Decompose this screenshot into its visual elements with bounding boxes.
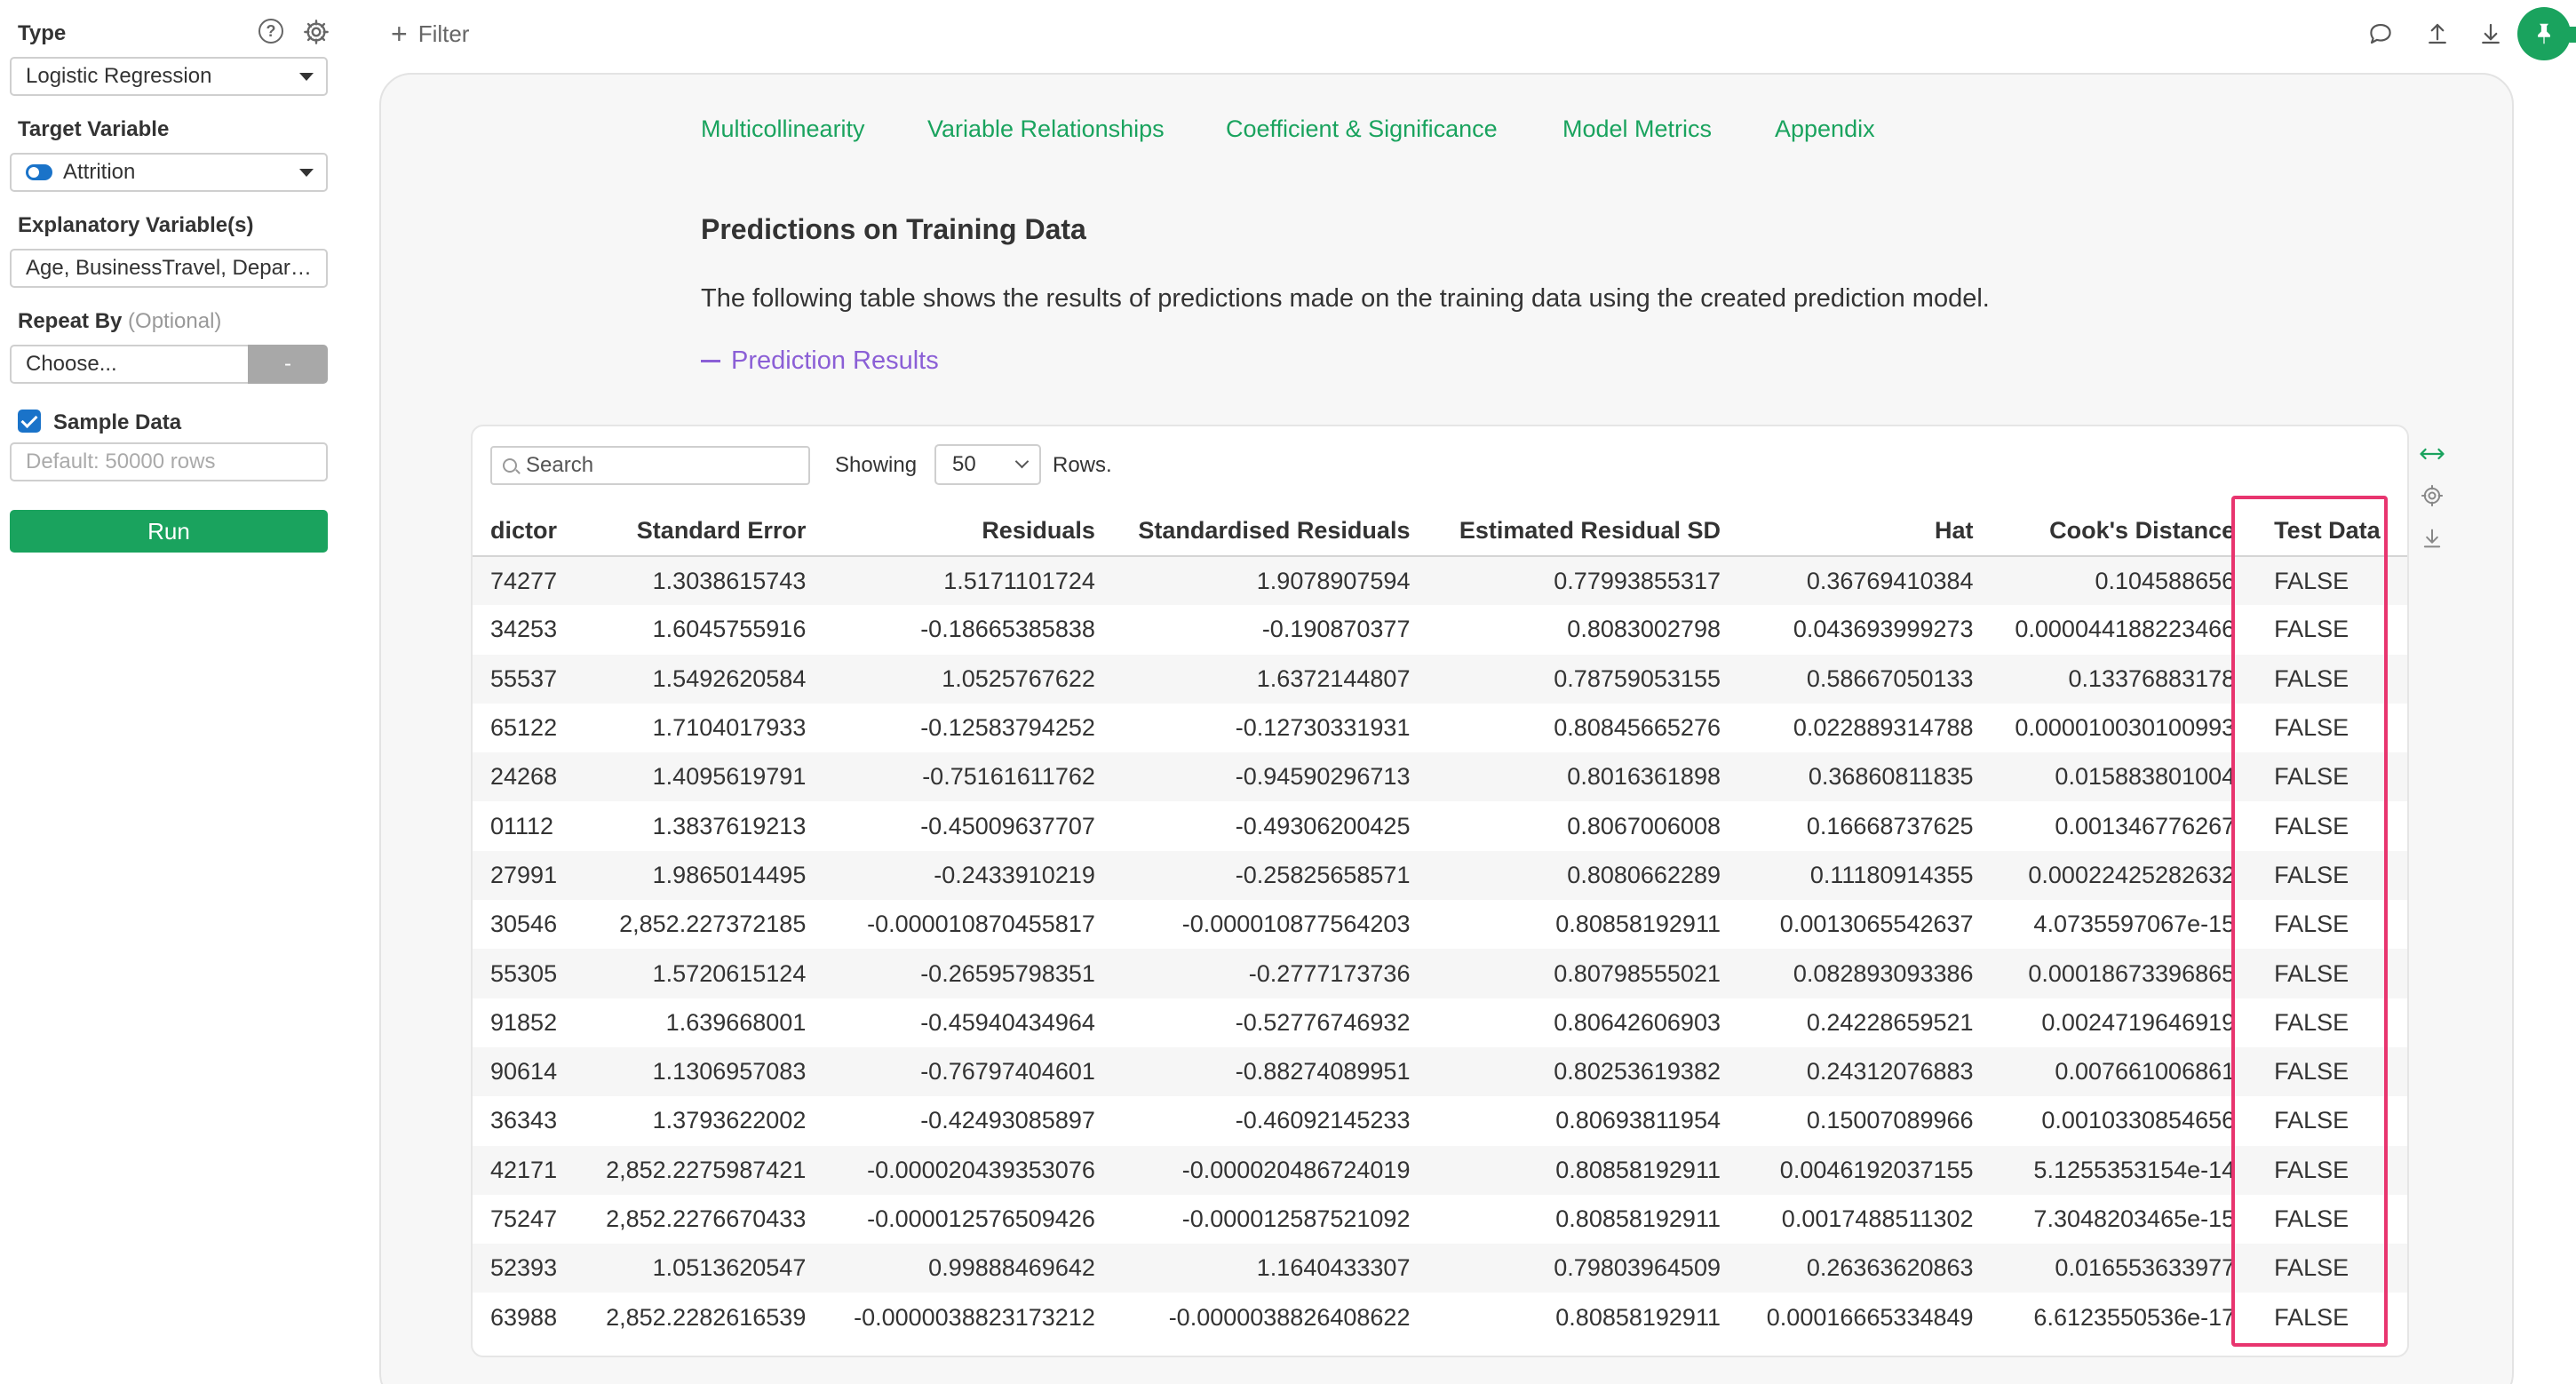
table-cell: 0.13376883178	[1986, 655, 2248, 704]
table-cell: 5.1255353154e-14	[1986, 1146, 2248, 1195]
table-cell: -0.0000038823173212	[854, 1303, 1095, 1331]
prediction-table-card	[471, 425, 2409, 1357]
table-cell: 1.3038615743	[568, 556, 819, 605]
sample-data-label: Sample Data	[53, 410, 182, 434]
table-cell: 0.104588656	[1986, 556, 2248, 605]
table-cell: -0.190870377	[1261, 616, 1411, 643]
table-cell: 6.6123550536e-17	[2033, 1303, 2236, 1331]
side-tab[interactable]	[2567, 27, 2576, 43]
table-cell: -0.76797404601	[818, 1047, 1108, 1096]
table-cell: 55305	[473, 949, 568, 998]
table-cell: 0.80642606903	[1554, 1008, 1721, 1036]
table-cell: -0.26595798351	[818, 949, 1108, 998]
table-cell: -0.000010870455817	[867, 911, 1095, 938]
table-cell: 0.0013065542637	[1779, 911, 1974, 938]
search-icon	[503, 458, 517, 473]
table-cell: 0.36769410384	[1733, 556, 1986, 605]
table-cell: 90614	[473, 1047, 568, 1096]
table-cell: 1.639668001	[665, 1008, 807, 1036]
table-cell: 0.000044188223466	[2015, 616, 2236, 643]
gear-icon[interactable]	[302, 18, 330, 46]
table-cell: 1.7104017933	[652, 714, 807, 742]
table-cell: 0.80845665276	[1554, 714, 1721, 742]
type-select-value: Logistic Regression	[26, 64, 212, 88]
table-cell: 0.80693811954	[1555, 1107, 1721, 1134]
repeat-by-optional: (Optional)	[128, 309, 222, 333]
table-row	[473, 998, 2407, 1047]
table-cell: -0.000020439353076	[818, 1146, 1108, 1195]
sample-rows-placeholder: Default: 50000 rows	[26, 449, 216, 473]
table-cell: 0.24312076883	[1733, 1047, 1986, 1096]
table-header-row	[473, 506, 2407, 556]
table-cell: 42171	[473, 1146, 568, 1195]
table-row	[473, 1096, 2407, 1145]
table-cell: 0.16668737625	[1806, 812, 1974, 839]
table-cell: 55537	[473, 655, 568, 704]
nav-model-metrics[interactable]: Model Metrics	[1562, 115, 1713, 142]
table-cell: -0.88274089951	[1108, 1047, 1423, 1096]
column-header[interactable]: Estimated Residual SD	[1422, 506, 1733, 556]
test-data-cell: FALSE	[2247, 556, 2407, 605]
table-cell: 0.0024719646919	[2041, 1008, 2236, 1036]
table-cell: -0.000010877564203	[1181, 911, 1411, 938]
test-data-cell: FALSE	[2247, 949, 2407, 998]
table-cell: -0.45940434964	[920, 1008, 1095, 1036]
nav-appendix[interactable]: Appendix	[1775, 115, 1875, 142]
table-cell: 0.007661006861	[1986, 1047, 2248, 1096]
table-cell: 1.1640433307	[1108, 1244, 1423, 1293]
table-cell: 0.8016361898	[1422, 752, 1733, 801]
left-sidebar	[0, 0, 346, 1384]
table-cell: 1.6045755916	[652, 616, 807, 643]
table-cell: -0.12583794252	[920, 714, 1095, 742]
type-label: Type	[18, 21, 67, 45]
table-cell: 0.0017488511302	[1781, 1205, 1974, 1232]
comment-icon[interactable]	[2366, 20, 2395, 48]
download-icon[interactable]	[2418, 524, 2446, 553]
table-cell: 0.36860811835	[1733, 752, 1986, 801]
chevron-down-icon	[1015, 455, 1030, 469]
table-cell: 1.1306957083	[568, 1047, 819, 1096]
column-header[interactable]: dictor	[473, 506, 568, 556]
repeat-by-control	[10, 345, 328, 384]
table-cell: 0.80858192911	[1422, 1146, 1733, 1195]
explanatory-variables-field[interactable]	[10, 249, 328, 288]
collapse-icon	[701, 360, 720, 362]
nav-coefficient-significance[interactable]: Coefficient & Significance	[1226, 115, 1498, 142]
test-data-cell: FALSE	[2247, 1244, 2407, 1293]
table-cell: -0.42493085897	[920, 1107, 1095, 1134]
table-cell: -0.52776746932	[1235, 1008, 1411, 1036]
table-cell: 1.3793622002	[652, 1107, 807, 1134]
table-cell: 0.00022425282632	[1986, 851, 2248, 900]
table-cell: -0.0000038826408622	[1168, 1303, 1411, 1331]
prediction-results-toggle[interactable]	[701, 346, 939, 376]
upload-icon[interactable]	[2423, 20, 2452, 48]
test-data-cell: FALSE	[2247, 752, 2407, 801]
table-row	[473, 900, 2407, 949]
repeat-by-select[interactable]	[10, 345, 250, 384]
table-cell: 1.0525767622	[818, 655, 1108, 704]
table-row	[473, 1047, 2407, 1096]
test-data-cell: FALSE	[2274, 1107, 2349, 1134]
table-cell: 0.58667050133	[1733, 655, 1986, 704]
plus-icon: +	[391, 18, 408, 50]
column-header[interactable]: Cook's Distance	[1986, 506, 2248, 556]
table-cell: 0.80798555021	[1422, 949, 1733, 998]
filter-button[interactable]	[391, 20, 469, 48]
table-cell: 0.000010030100993	[2015, 714, 2236, 742]
nav-variable-relationships[interactable]: Variable Relationships	[927, 115, 1165, 142]
column-header[interactable]: Residuals	[818, 506, 1108, 556]
nav-multicollinearity[interactable]: Multicollinearity	[701, 115, 865, 142]
table-cell: 1.5720615124	[568, 949, 819, 998]
table-cell: 0.77993855317	[1422, 556, 1733, 605]
chevron-down-icon	[299, 169, 314, 177]
table-cell: 0.78759053155	[1422, 655, 1733, 704]
table-row	[473, 949, 2407, 998]
table-cell: 1.5171101724	[818, 556, 1108, 605]
search-input[interactable]	[490, 446, 810, 485]
test-data-cell: FALSE	[2247, 655, 2407, 704]
rows-per-page-value: 50	[952, 452, 976, 476]
table-cell: 27991	[473, 851, 568, 900]
table-cell: 0.15007089966	[1806, 1107, 1974, 1134]
table-cell: -0.94590296713	[1108, 752, 1423, 801]
table-cell: -0.2777173736	[1108, 949, 1423, 998]
test-data-cell: FALSE	[2274, 1303, 2349, 1331]
table-cell: 0.99888469642	[818, 1244, 1108, 1293]
table-cell: 0.8080662289	[1422, 851, 1733, 900]
table-cell: 0.80858192911	[1555, 1205, 1721, 1232]
column-header[interactable]: Standardised Residuals	[1108, 506, 1423, 556]
column-header[interactable]: Hat	[1733, 506, 1986, 556]
table-cell: -0.46092145233	[1235, 1107, 1411, 1134]
rows-label: Rows.	[1053, 453, 1112, 477]
explanatory-variables-value: Age, BusinessTravel, Depar…	[26, 256, 312, 280]
table-cell: 75247	[490, 1205, 558, 1232]
test-data-cell: FALSE	[2274, 714, 2349, 742]
table-cell: 0.8067006008	[1567, 812, 1721, 839]
download-icon[interactable]	[2477, 20, 2505, 48]
table-row	[473, 1146, 2407, 1195]
table-cell: 0.016553633977	[1986, 1244, 2248, 1293]
table-row	[473, 752, 2407, 801]
table-cell: 0.11180914355	[1733, 851, 1986, 900]
test-data-cell: FALSE	[2247, 1146, 2407, 1195]
table-cell: 0.80858192911	[1555, 1303, 1721, 1331]
table-cell: 2,852.2275987421	[568, 1146, 819, 1195]
table-cell: 1.4095619791	[568, 752, 819, 801]
prediction-table	[473, 506, 2407, 1342]
section-description: The following table shows the results of predictions made on the training data using the created prediction model.	[701, 284, 1990, 313]
gear-icon[interactable]	[2418, 481, 2446, 510]
table-cell: 0.043693999273	[1793, 616, 1974, 643]
help-icon[interactable]: ?	[258, 19, 283, 44]
table-cell: 0.00018673396865	[1986, 949, 2248, 998]
table-cell: 0.00016665334849	[1766, 1303, 1974, 1331]
column-header[interactable]: Standard Error	[568, 506, 819, 556]
table-row	[473, 704, 2407, 752]
table-row	[473, 851, 2407, 900]
table-cell: 0.24228659521	[1806, 1008, 1974, 1036]
table-cell: 91852	[490, 1008, 558, 1036]
table-cell: 0.0010330854656	[2041, 1107, 2236, 1134]
table-cell: 34253	[490, 616, 558, 643]
target-variable-select[interactable]	[10, 153, 328, 192]
prediction-results-label: Prediction Results	[731, 346, 939, 375]
table-cell: 0.0046192037155	[1733, 1146, 1986, 1195]
table-cell: -0.25825658571	[1108, 851, 1423, 900]
table-cell: 0.79803964509	[1422, 1244, 1733, 1293]
run-button[interactable]: Run	[10, 510, 328, 553]
table-cell: -0.000020486724019	[1108, 1146, 1423, 1195]
table-cell: 1.0513620547	[568, 1244, 819, 1293]
table-cell: 24268	[473, 752, 568, 801]
repeat-by-label	[18, 309, 221, 334]
table-cell: 1.3837619213	[652, 812, 807, 839]
table-cell: 4.0735597067e-15	[2033, 911, 2236, 938]
table-cell: 1.9865014495	[568, 851, 819, 900]
table-cell: 0.80858192911	[1555, 911, 1721, 938]
pin-button[interactable]	[2517, 7, 2571, 60]
repeat-by-clear-button[interactable]: -	[248, 345, 328, 384]
table-cell: 0.022889314788	[1793, 714, 1974, 742]
test-data-cell: FALSE	[2274, 616, 2349, 643]
table-cell: 0.001346776267	[2055, 812, 2236, 839]
table-cell: 74277	[473, 556, 568, 605]
explanatory-variables-label: Explanatory Variable(s)	[18, 213, 254, 237]
sample-data-checkbox[interactable]	[18, 410, 41, 433]
table-cell: 0.26363620863	[1733, 1244, 1986, 1293]
test-data-cell: FALSE	[2247, 851, 2407, 900]
table-row	[473, 1293, 2407, 1341]
test-data-cell: FALSE	[2274, 1205, 2349, 1232]
chevron-down-icon	[299, 73, 314, 81]
table-cell: 65122	[490, 714, 558, 742]
column-header-test-data[interactable]: Test Data	[2247, 506, 2407, 556]
table-cell: 30546	[490, 911, 558, 938]
table-cell: 1.9078907594	[1108, 556, 1423, 605]
showing-label: Showing	[835, 453, 918, 477]
table-cell: 0.8083002798	[1567, 616, 1721, 643]
toggle-icon	[26, 164, 52, 180]
table-cell: 01112	[490, 812, 554, 839]
search-placeholder: Search	[526, 453, 594, 477]
table-cell: 2,852.2276670433	[606, 1205, 807, 1232]
section-title: Predictions on Training Data	[701, 213, 1086, 245]
pin-icon	[2531, 20, 2557, 47]
table-cell: -0.000012587521092	[1181, 1205, 1411, 1232]
test-data-cell: FALSE	[2274, 1008, 2349, 1036]
table-row	[473, 556, 2407, 605]
table-row	[473, 1244, 2407, 1293]
filter-label: Filter	[417, 20, 470, 47]
test-data-cell: FALSE	[2274, 812, 2349, 839]
table-cell: -0.45009637707	[920, 812, 1095, 839]
test-data-cell: FALSE	[2274, 911, 2349, 938]
table-cell: -0.2433910219	[818, 851, 1108, 900]
type-select[interactable]	[10, 57, 328, 96]
table-cell: 2,852.227372185	[619, 911, 807, 938]
test-data-cell: FALSE	[2247, 1047, 2407, 1096]
table-cell: 1.6372144807	[1108, 655, 1423, 704]
table-cell: 36343	[490, 1107, 558, 1134]
table-cell: 63988	[490, 1303, 558, 1331]
table-cell: 52393	[473, 1244, 568, 1293]
table-cell: 0.015883801004	[1986, 752, 2248, 801]
expand-width-icon[interactable]	[2418, 440, 2446, 468]
table-cell: -0.000012576509426	[867, 1205, 1095, 1232]
table-cell: 0.80253619382	[1422, 1047, 1733, 1096]
table-row	[473, 655, 2407, 704]
table-cell: -0.75161611762	[818, 752, 1108, 801]
table-cell: 7.3048203465e-15	[2033, 1205, 2236, 1232]
sample-rows-input[interactable]	[10, 442, 328, 481]
table-cell: 1.5492620584	[568, 655, 819, 704]
table-cell: 0.082893093386	[1733, 949, 1986, 998]
table-cell: -0.12730331931	[1235, 714, 1411, 742]
table-row	[473, 1195, 2407, 1244]
target-variable-value: Attrition	[63, 160, 136, 184]
table-row	[473, 801, 2407, 850]
target-variable-label: Target Variable	[18, 117, 170, 141]
rows-per-page-select[interactable]	[934, 444, 1041, 485]
table-cell: -0.18665385838	[920, 616, 1095, 643]
table-row	[473, 605, 2407, 654]
repeat-by-text: Repeat By	[18, 309, 123, 333]
table-cell: -0.49306200425	[1235, 812, 1411, 839]
repeat-by-placeholder: Choose...	[26, 352, 117, 376]
table-cell: 2,852.2282616539	[606, 1303, 807, 1331]
